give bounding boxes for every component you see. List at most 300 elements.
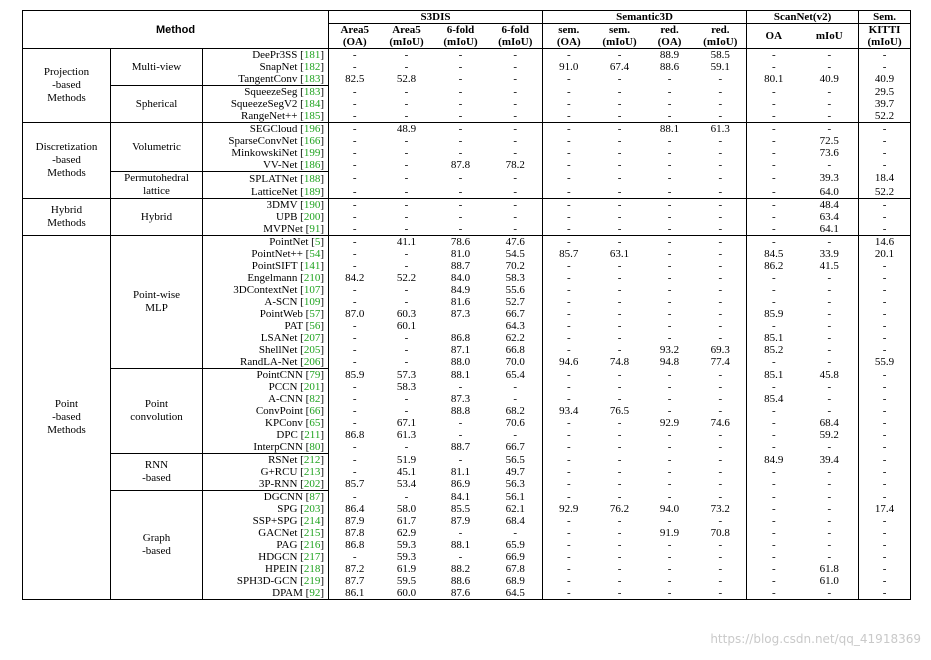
value-cell: 74.6: [710, 417, 730, 429]
value-cell: 47.6: [489, 236, 543, 249]
value-cell: -: [667, 98, 672, 110]
value-cell: -: [859, 551, 911, 563]
value-cell: -: [859, 260, 911, 272]
value-cell: -: [458, 147, 463, 159]
value-cell: -: [404, 344, 409, 356]
citation-link[interactable]: 66: [309, 405, 321, 417]
citation-link[interactable]: 82: [309, 393, 321, 405]
value-cell: -: [329, 405, 381, 417]
citation-link[interactable]: 92: [309, 587, 321, 599]
value-cell: -: [859, 491, 911, 504]
value-cell: -: [513, 147, 518, 159]
value-cell: -: [718, 368, 723, 381]
value-cell: -: [404, 172, 409, 185]
value-cell: 86.8: [450, 332, 471, 344]
value-cell: 55.9: [859, 356, 911, 369]
value-cell: -: [543, 110, 595, 123]
value-cell: -: [667, 478, 672, 491]
value-cell: 67.1: [396, 417, 417, 429]
value-cell: 66.7: [505, 441, 525, 454]
value-cell: -: [329, 491, 381, 504]
network-name: PointNet [5]: [203, 236, 329, 249]
value-cell: 64.1: [819, 223, 839, 235]
value-cell: 64.3: [505, 320, 525, 332]
value-cell: 62.2: [505, 332, 525, 344]
value-cell: 53.4: [396, 478, 417, 491]
dataset-header: S3DIS: [329, 11, 543, 24]
value-cell: -: [747, 515, 801, 527]
value-cell: -: [695, 199, 747, 212]
value-cell: -: [827, 478, 832, 491]
value-cell: -: [458, 211, 463, 223]
table-row: [23, 123, 911, 136]
metric-header: Area5 (OA): [329, 24, 381, 49]
citation-link[interactable]: 109: [303, 296, 321, 308]
value-cell: 52.2: [859, 185, 911, 199]
value-cell: -: [595, 587, 645, 600]
table-row: [23, 236, 911, 249]
citation-link[interactable]: 185: [303, 110, 321, 122]
citation-link[interactable]: 216: [303, 539, 321, 551]
metric-header: mIoU: [801, 24, 859, 49]
value-cell: -: [667, 441, 672, 454]
table-row: [23, 49, 911, 62]
network-name: DPC [211]: [203, 429, 329, 441]
value-cell: -: [404, 110, 409, 122]
value-cell: 66.7: [505, 308, 525, 320]
value-cell: -: [667, 110, 672, 122]
value-cell: -: [617, 466, 622, 478]
value-cell: -: [718, 575, 723, 587]
value-cell: -: [404, 405, 409, 417]
value-cell: 91.9: [659, 527, 680, 539]
value-cell: 48.4: [801, 199, 859, 212]
watermark: https://blog.csdn.net/qq_41918369: [710, 632, 921, 646]
table-row: [23, 454, 911, 467]
value-cell: -: [329, 147, 381, 159]
value-cell: -: [513, 110, 518, 122]
value-cell: -: [747, 123, 801, 136]
value-cell: -: [667, 308, 672, 320]
citation-link[interactable]: 183: [303, 73, 321, 85]
value-cell: -: [617, 73, 622, 86]
value-cell: 39.4: [819, 453, 839, 466]
citation-link[interactable]: 214: [303, 515, 321, 527]
citation-link[interactable]: 219: [303, 575, 321, 587]
citation-link[interactable]: 201: [303, 381, 321, 393]
value-cell: -: [458, 110, 463, 122]
table-row: [23, 172, 911, 186]
citation-link[interactable]: 65: [309, 417, 321, 429]
category-cell: Discretization -based Methods: [23, 123, 111, 199]
value-cell: -: [543, 454, 595, 467]
citation-link[interactable]: 87: [309, 491, 321, 503]
citation-link[interactable]: 199: [303, 147, 321, 159]
value-cell: -: [458, 381, 463, 393]
value-cell: 88.1: [450, 539, 471, 551]
value-cell: -: [747, 491, 801, 504]
value-cell: -: [718, 332, 723, 344]
value-cell: -: [543, 211, 595, 223]
value-cell: -: [718, 284, 723, 296]
value-cell: -: [827, 527, 832, 539]
value-cell: -: [543, 527, 595, 539]
value-cell: 70.8: [710, 527, 730, 539]
citation-link[interactable]: 166: [303, 135, 321, 147]
value-cell: -: [859, 320, 911, 332]
metric-header: Area5 (mIoU): [381, 24, 433, 49]
network-name: ConvPoint [66]: [203, 405, 329, 417]
value-cell: 67.4: [609, 61, 630, 73]
value-cell: -: [329, 332, 381, 344]
value-cell: 70.6: [505, 417, 525, 429]
citation-link[interactable]: 200: [303, 211, 321, 223]
citation-link[interactable]: 207: [303, 332, 321, 344]
value-cell: -: [827, 441, 832, 454]
value-cell: -: [543, 344, 595, 356]
value-cell: -: [329, 417, 381, 429]
citation-link[interactable]: 218: [303, 563, 321, 575]
value-cell: -: [617, 563, 622, 575]
value-cell: 58.3: [505, 272, 525, 284]
value-cell: 88.0: [450, 356, 471, 369]
value-cell: -: [404, 135, 409, 147]
value-cell: 61.3: [695, 123, 747, 136]
dataset-header: Semantic3D: [543, 11, 747, 24]
value-cell: -: [859, 223, 911, 236]
metric-header: KITTI (mIoU): [859, 24, 911, 49]
value-cell: -: [543, 478, 595, 491]
value-cell: 17.4: [859, 503, 911, 515]
value-cell: -: [667, 85, 672, 98]
value-cell: -: [543, 199, 595, 212]
value-cell: 74.8: [609, 356, 630, 369]
value-cell: -: [329, 223, 381, 236]
value-cell: -: [827, 296, 832, 308]
citation-link[interactable]: 186: [303, 159, 321, 171]
subcategory-cell: Graph -based: [111, 491, 203, 600]
value-cell: -: [645, 199, 695, 212]
table-row: [23, 199, 911, 212]
value-cell: [433, 320, 489, 332]
value-cell: -: [667, 73, 672, 86]
value-cell: -: [747, 296, 801, 308]
value-cell: -: [513, 61, 518, 73]
value-cell: -: [747, 381, 801, 393]
citation-link[interactable]: 182: [303, 61, 321, 73]
value-cell: -: [859, 587, 911, 600]
table-row: [23, 369, 911, 382]
citation-link[interactable]: 80: [309, 441, 321, 453]
value-cell: -: [404, 248, 409, 260]
value-cell: 85.2: [747, 344, 801, 356]
network-name: A-SCN [109]: [203, 296, 329, 308]
value-cell: -: [859, 539, 911, 551]
value-cell: -: [489, 123, 543, 136]
value-cell: -: [859, 405, 911, 417]
value-cell: -: [859, 147, 911, 159]
network-name: KPConv [65]: [203, 417, 329, 429]
value-cell: -: [667, 260, 672, 272]
value-cell: -: [747, 503, 801, 515]
value-cell: -: [667, 381, 672, 393]
value-cell: -: [747, 135, 801, 147]
value-cell: -: [543, 49, 595, 62]
value-cell: -: [718, 429, 723, 441]
citation-link[interactable]: 57: [309, 308, 321, 320]
network-name: SqueezeSeg [183]: [203, 86, 329, 99]
citation-link[interactable]: 190: [303, 199, 321, 211]
value-cell: -: [329, 320, 381, 332]
citation-link[interactable]: 91: [309, 223, 321, 235]
value-cell: -: [827, 356, 832, 369]
value-cell: 65.9: [505, 539, 525, 551]
value-cell: -: [859, 272, 911, 284]
value-cell: 68.4: [819, 417, 839, 429]
network-name: UPB [200]: [203, 211, 329, 223]
network-name: Engelmann [210]: [203, 272, 329, 284]
value-cell: -: [667, 248, 672, 260]
value-cell: -: [617, 85, 622, 98]
network-name: SSP+SPG [214]: [203, 515, 329, 527]
value-cell: 59.2: [819, 429, 839, 441]
value-cell: -: [747, 61, 801, 73]
value-cell: -: [667, 296, 672, 308]
network-name: SparseConvNet [166]: [203, 135, 329, 147]
value-cell: -: [617, 135, 622, 147]
value-cell: 87.8: [450, 159, 471, 172]
citation-link[interactable]: 213: [303, 466, 321, 478]
value-cell: 59.3: [396, 551, 417, 563]
value-cell: -: [458, 429, 463, 441]
value-cell: -: [329, 248, 381, 260]
value-cell: -: [859, 61, 911, 73]
value-cell: -: [617, 272, 622, 284]
value-cell: 58.5: [695, 49, 747, 62]
network-name: PointCNN [79]: [203, 369, 329, 382]
value-cell: -: [595, 123, 645, 136]
value-cell: 64.0: [819, 185, 839, 198]
citation-link[interactable]: 217: [303, 551, 321, 563]
value-cell: -: [543, 320, 595, 332]
citation-link[interactable]: 203: [303, 503, 321, 515]
value-cell: 40.9: [819, 73, 839, 86]
value-cell: -: [827, 85, 832, 98]
value-cell: -: [747, 110, 801, 123]
value-cell: -: [381, 199, 433, 212]
citation-link[interactable]: 181: [303, 49, 321, 61]
value-cell: -: [329, 344, 381, 356]
subcategory-cell: Spherical: [111, 86, 203, 123]
value-cell: -: [329, 356, 381, 369]
value-cell: 88.6: [450, 575, 471, 587]
network-name: SEGCloud [196]: [203, 123, 329, 136]
value-cell: -: [513, 185, 518, 198]
value-cell: -: [543, 515, 595, 527]
citation-link[interactable]: 5: [314, 236, 321, 248]
network-name: PointSIFT [141]: [203, 260, 329, 272]
value-cell: -: [543, 575, 595, 587]
value-cell: -: [747, 478, 801, 491]
citation-link[interactable]: 107: [303, 284, 321, 296]
value-cell: -: [667, 135, 672, 147]
value-cell: -: [617, 417, 622, 429]
citation-link[interactable]: 188: [303, 172, 321, 185]
citation-link[interactable]: 211: [304, 429, 321, 441]
value-cell: -: [617, 320, 622, 332]
value-cell: -: [404, 185, 409, 198]
citation-link[interactable]: 184: [303, 98, 321, 110]
value-cell: 63.4: [819, 211, 839, 223]
citation-link[interactable]: 56: [309, 320, 321, 332]
network-name: TangentConv [183]: [203, 73, 329, 86]
citation-link[interactable]: 212: [303, 454, 321, 466]
value-cell: -: [513, 223, 518, 235]
value-cell: -: [747, 575, 801, 587]
citation-link[interactable]: 210: [303, 272, 321, 284]
value-cell: 68.9: [505, 575, 525, 587]
value-cell: 77.4: [710, 356, 730, 369]
value-cell: 61.9: [396, 563, 417, 575]
value-cell: -: [667, 147, 672, 159]
value-cell: -: [801, 587, 859, 600]
citation-link[interactable]: 183: [303, 86, 321, 98]
value-cell: 64.5: [489, 587, 543, 600]
citation-link[interactable]: 205: [303, 344, 321, 356]
value-cell: 88.9: [645, 49, 695, 62]
value-cell: -: [747, 199, 801, 212]
value-cell: 55.6: [505, 284, 525, 296]
value-cell: -: [859, 441, 911, 454]
value-cell: -: [513, 98, 518, 110]
value-cell: -: [404, 211, 409, 223]
value-cell: -: [617, 98, 622, 110]
value-cell: -: [617, 308, 622, 320]
value-cell: -: [617, 429, 622, 441]
value-cell: 59.5: [396, 575, 417, 587]
value-cell: -: [667, 515, 672, 527]
value-cell: -: [645, 587, 695, 600]
network-name: LatticeNet [189]: [203, 185, 329, 199]
value-cell: 85.1: [747, 332, 801, 344]
value-cell: 60.3: [396, 308, 417, 320]
value-cell: -: [827, 503, 832, 515]
value-cell: -: [543, 147, 595, 159]
value-cell: -: [329, 454, 381, 467]
citation-link[interactable]: 79: [309, 369, 321, 381]
value-cell: 80.1: [747, 73, 801, 86]
value-cell: -: [458, 172, 463, 185]
value-cell: 85.4: [747, 393, 801, 405]
value-cell: 81.0: [450, 248, 471, 260]
value-cell: 87.2: [329, 563, 381, 575]
value-cell: -: [747, 272, 801, 284]
value-cell: -: [718, 539, 723, 551]
value-cell: -: [747, 441, 801, 454]
network-name: DeePr3SS [181]: [203, 49, 329, 62]
value-cell: -: [595, 49, 645, 62]
value-cell: -: [747, 466, 801, 478]
value-cell: -: [543, 441, 595, 454]
subcategory-cell: Point convolution: [111, 369, 203, 454]
network-name: RSNet [212]: [203, 454, 329, 467]
value-cell: -: [617, 515, 622, 527]
network-name: DPAM [92]: [203, 587, 329, 600]
metric-header: red. (OA): [645, 24, 695, 49]
value-cell: 60.0: [381, 587, 433, 600]
citation-link[interactable]: 196: [303, 123, 321, 135]
subcategory-cell: RNN -based: [111, 454, 203, 491]
value-cell: -: [617, 575, 622, 587]
value-cell: 62.1: [505, 503, 525, 515]
metric-header: 6-fold (mIoU): [433, 24, 489, 49]
value-cell: -: [617, 172, 622, 185]
value-cell: -: [543, 429, 595, 441]
value-cell: 84.5: [747, 248, 801, 260]
value-cell: -: [718, 272, 723, 284]
value-cell: -: [667, 539, 672, 551]
network-name: PointNet++ [54]: [203, 248, 329, 260]
value-cell: -: [827, 308, 832, 320]
value-cell: -: [329, 185, 381, 199]
value-cell: -: [543, 393, 595, 405]
citation-link[interactable]: 189: [303, 185, 321, 198]
subcategory-cell: Volumetric: [111, 123, 203, 172]
value-cell: -: [718, 147, 723, 159]
value-cell: -: [617, 284, 622, 296]
value-cell: 54.5: [505, 248, 525, 260]
network-name: InterpCNN [80]: [203, 441, 329, 454]
value-cell: -: [329, 98, 381, 110]
value-cell: -: [667, 159, 672, 172]
value-cell: -: [827, 490, 832, 503]
metric-header: 6-fold (mIoU): [489, 24, 543, 49]
value-cell: -: [718, 135, 723, 147]
value-cell: -: [645, 236, 695, 249]
value-cell: 87.8: [329, 527, 381, 539]
citation-link[interactable]: 202: [303, 478, 321, 490]
value-cell: -: [859, 417, 911, 429]
citation-link[interactable]: 141: [303, 260, 321, 272]
metric-header: OA: [747, 24, 801, 49]
value-cell: -: [617, 110, 622, 122]
value-cell: -: [617, 527, 622, 539]
value-cell: 86.1: [329, 587, 381, 600]
citation-link[interactable]: 215: [303, 527, 321, 539]
citation-link[interactable]: 206: [303, 356, 321, 368]
value-cell: -: [747, 429, 801, 441]
subcategory-cell: Multi-view: [111, 49, 203, 86]
value-cell: 85.7: [543, 248, 595, 260]
value-cell: 65.4: [505, 368, 525, 381]
value-cell: -: [667, 223, 672, 235]
value-cell: -: [718, 320, 723, 332]
value-cell: 93.2: [659, 344, 680, 356]
value-cell: -: [747, 86, 801, 99]
value-cell: -: [801, 49, 859, 62]
value-cell: -: [404, 332, 409, 344]
value-cell: -: [667, 284, 672, 296]
value-cell: -: [513, 429, 518, 441]
value-cell: 73.2: [710, 503, 730, 515]
value-cell: 66.9: [505, 551, 525, 563]
value-cell: -: [747, 211, 801, 223]
citation-link[interactable]: 54: [309, 248, 321, 260]
value-cell: -: [747, 284, 801, 296]
value-cell: 45.1: [396, 466, 417, 478]
value-cell: -: [458, 417, 463, 429]
value-cell: 58.0: [396, 503, 417, 515]
